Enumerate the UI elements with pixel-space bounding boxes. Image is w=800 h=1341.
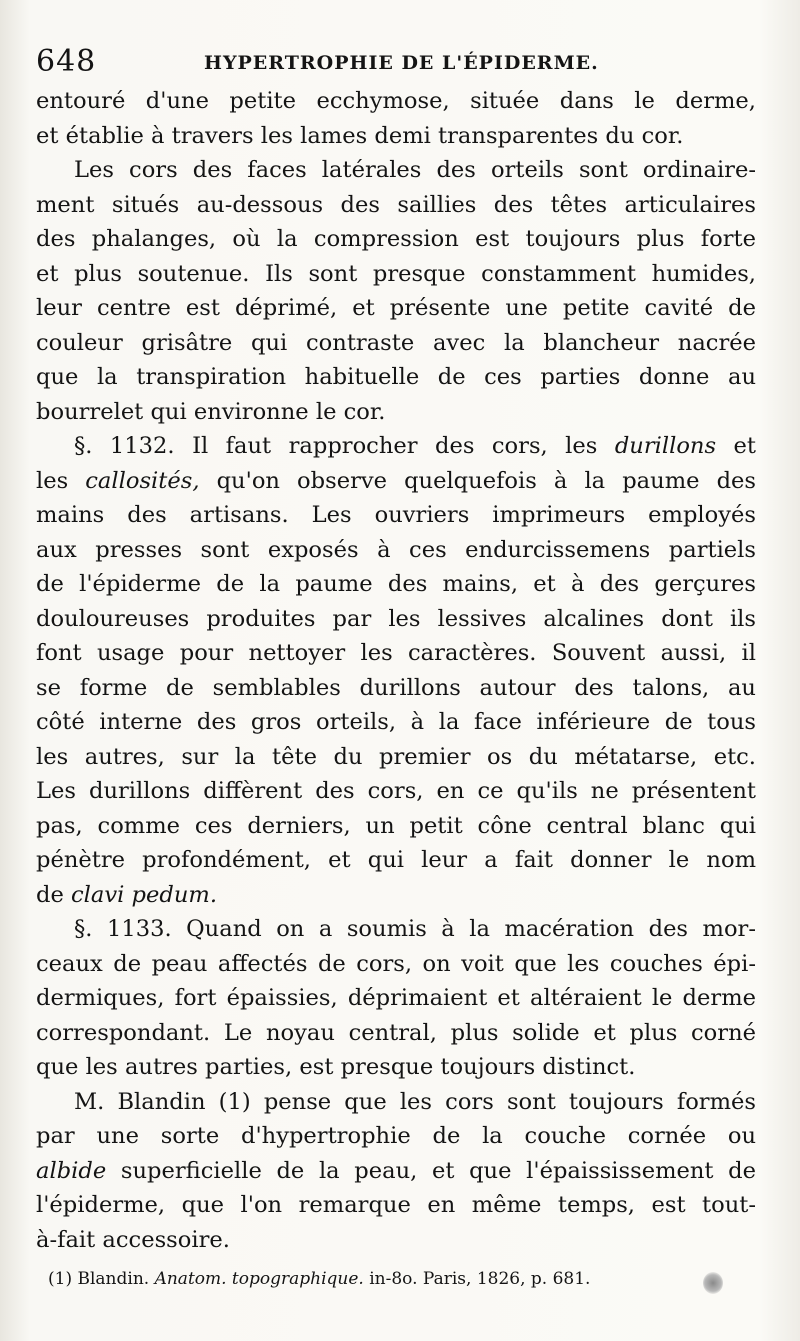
- text-line: pénètre profondément, et qui leur a fait donner le nom: [36, 847, 756, 873]
- text-line: que les autres parties, est presque toujours distinct.: [36, 1054, 636, 1080]
- running-title: HYPERTROPHIE DE L'ÉPIDERME.: [204, 52, 599, 74]
- text-line: entouré d'une petite ecchymose, située dans le derme,: [36, 88, 756, 114]
- text-line: correspondant. Le noyau central, plus solide et plus corné: [36, 1019, 756, 1046]
- text-line: Les cors des faces latérales des orteils sont ordinaire-: [74, 157, 756, 183]
- text-line: font usage pour nettoyer les caractères. Souvent aussi, il: [36, 640, 756, 666]
- italic-term: callosités,: [85, 467, 200, 494]
- text-line: de l'épiderme de la paume des mains, et à des gerçures: [36, 571, 756, 597]
- line-part: qu'on observe quelquefois à la paume des: [216, 467, 756, 494]
- text-line: [36, 1154, 756, 1189]
- text-line: [36, 878, 756, 913]
- text-line: Les durillons diffèrent des cors, en ce qu'ils ne présentent: [36, 778, 756, 804]
- line-part: de: [36, 881, 64, 908]
- text-line: l'épiderme, que l'on remarque en même temps, est tout-: [36, 1192, 756, 1218]
- page-number: 648: [36, 44, 97, 79]
- text-line: ment situés au-dessous des saillies des têtes articulaires: [36, 191, 756, 218]
- footnote-details: in-8o. Paris, 1826, p. 681.: [369, 1269, 591, 1289]
- text-line: pas, comme ces derniers, un petit cône central blanc qui: [36, 812, 756, 839]
- text-line: bourrelet qui environne le cor.: [36, 398, 386, 425]
- text-line: et plus soutenue. Ils sont presque constamment humides,: [36, 260, 756, 287]
- text-line: ceaux de peau affectés de cors, on voit que les couches épi-: [36, 950, 756, 977]
- footnote-author: (1) Blandin.: [48, 1269, 150, 1289]
- italic-term: albide: [36, 1157, 107, 1184]
- line-part: et: [733, 433, 756, 459]
- italic-term: durillons: [614, 433, 717, 459]
- text-line: [36, 464, 756, 499]
- text-line: §. 1133. Quand on a soumis à la macération des mor-: [74, 916, 756, 942]
- body-text: [36, 84, 756, 1257]
- text-line: couleur grisâtre qui contraste avec la blancheur nacrée: [36, 329, 756, 356]
- text-line: et établie à travers les lames demi transparentes du cor.: [36, 122, 684, 149]
- text-line: que la transpiration habituelle de ces parties donne au: [36, 364, 756, 390]
- line-part: les: [36, 467, 69, 494]
- text-line: aux presses sont exposés à ces endurcissemens partiels: [36, 536, 756, 563]
- text-line: côté interne des gros orteils, à la face inférieure de tous: [36, 709, 756, 735]
- text-line: mains des artisans. Les ouvriers imprimeurs employés: [36, 502, 756, 528]
- text-line: à-fait accessoire.: [36, 1226, 230, 1253]
- page-header: [36, 44, 776, 84]
- text-line: des phalanges, où la compression est toujours plus forte: [36, 226, 756, 252]
- text-line: [36, 429, 756, 464]
- text-line: leur centre est déprimé, et présente une petite cavité de: [36, 295, 756, 321]
- text-line: se forme de semblables durillons autour des talons, au: [36, 674, 756, 701]
- text-line: par une sorte d'hypertrophie de la couche cornée ou: [36, 1123, 756, 1149]
- footnote: [48, 1267, 748, 1291]
- text-line: les autres, sur la tête du premier os du métatarse, etc.: [36, 743, 756, 770]
- line-part: superficielle de la peau, et que l'épaississement de: [120, 1157, 756, 1184]
- text-line: douloureuses produites par les lessives alcalines dont ils: [36, 605, 756, 632]
- line-part: §. 1132. Il faut rapprocher des cors, les: [74, 433, 598, 459]
- text-line: M. Blandin (1) pense que les cors sont toujours formés: [74, 1088, 756, 1115]
- footnote-title: Anatom. topographique.: [154, 1269, 364, 1289]
- italic-term: clavi pedum.: [71, 881, 218, 908]
- ink-stain: [703, 1272, 723, 1294]
- text-line: dermiques, fort épaissies, déprimaient et altéraient le derme: [36, 985, 756, 1011]
